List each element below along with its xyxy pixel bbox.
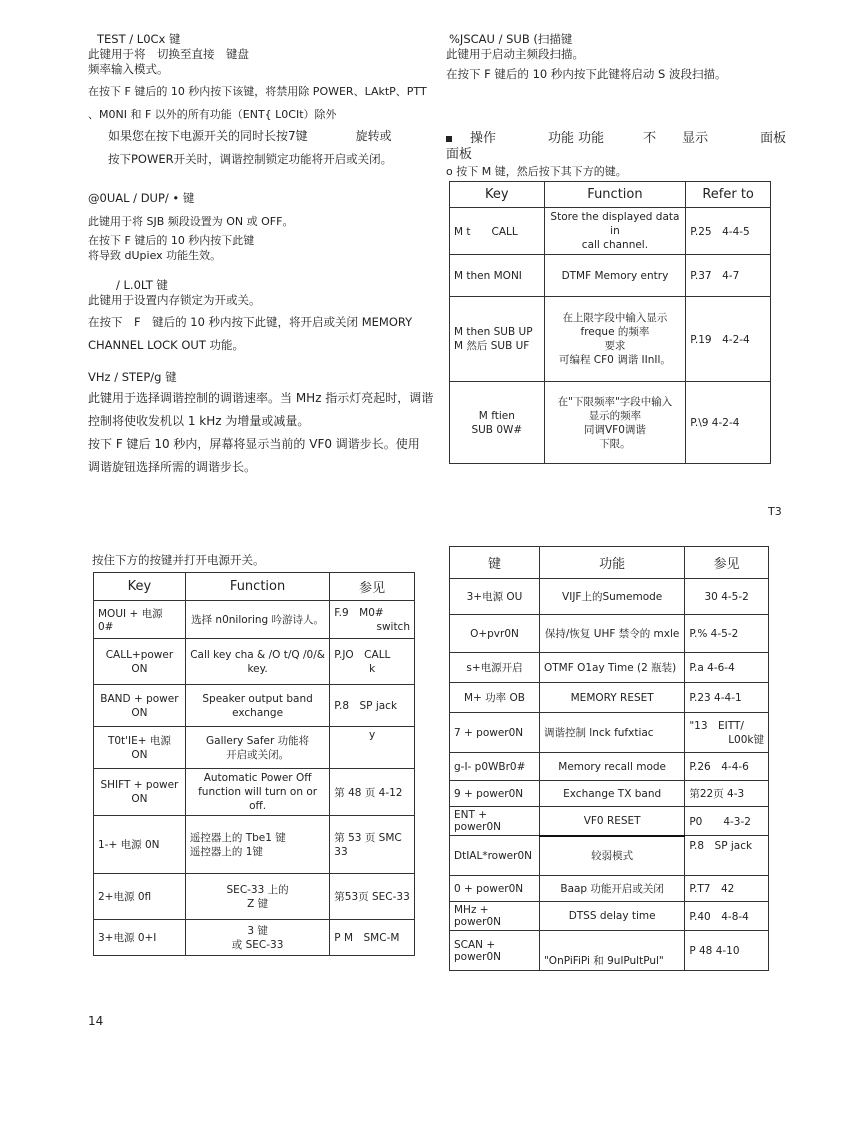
ref-cell: 第22页 4-3 xyxy=(685,781,769,807)
table-row xyxy=(450,902,769,931)
key-cell: s+电源开启 xyxy=(450,653,540,683)
table-row xyxy=(94,685,415,727)
step-key-line-4: 调谐旋钮选择所需的调谐步长。 xyxy=(88,460,257,474)
ref-cell: P.40 4-8-4 xyxy=(685,902,769,931)
power-on-key-table-right xyxy=(449,546,769,971)
dual-key-heading: @0UAL / DUP/ • 键 xyxy=(88,191,195,205)
key-cell: 0 + power0N xyxy=(450,876,540,902)
table-row xyxy=(94,727,415,769)
dual-key-line-1: 此键用于将 SJB 频段设置为 ON 或 OFF。 xyxy=(88,215,294,228)
function-cell: Baap 功能开启或关闭 xyxy=(539,876,684,902)
step-key-line-2: 控制将使收发机以 1 kHz 为增量或减量。 xyxy=(88,414,310,428)
f-para-line-2: 、M0NI 和 F 以外的所有功能（ENT{ L0CIt）除外 xyxy=(88,108,337,121)
table-row xyxy=(450,876,769,902)
key-cell: 2+电源 0fl xyxy=(94,874,186,920)
function-cell: Speaker output band exchange xyxy=(185,685,329,727)
ref-cell: P.JO CALL k xyxy=(330,639,415,685)
page-number: 14 xyxy=(88,1014,104,1028)
step-key-line-3: 按下 F 键后 10 秒内，屏幕将显示当前的 VF0 调谐步长。使用 xyxy=(88,437,420,451)
key-cell: g-I- p0WBr0# xyxy=(450,753,540,781)
function-cell: 3 键 或 SEC-33 xyxy=(185,920,329,956)
key-cell: O+pvr0N xyxy=(450,615,540,653)
table-row xyxy=(450,382,771,464)
key-cell: ENT + power0N xyxy=(450,807,540,836)
key-cell: 3+电源 0+I xyxy=(94,920,186,956)
ref-cell: 第 48 页 4-12 xyxy=(330,769,415,816)
dual-key-line-2: 在按下 F 键后的 10 秒内按下此键 xyxy=(88,234,255,247)
function-cell: Store the displayed data in call channel. xyxy=(544,208,686,255)
key-cell: T0t'IE+ 电源 ON xyxy=(94,727,186,769)
lock-key-line-3: CHANNEL LOCK OUT 功能。 xyxy=(88,338,245,352)
col-header-refer: 参见 xyxy=(685,547,769,579)
col-header-refer: Refer to xyxy=(686,182,771,208)
step-key-heading: VHz / STEP/g 键 xyxy=(88,370,177,384)
memory-function-table xyxy=(449,181,771,464)
ref-cell: P.\9 4-2-4 xyxy=(686,382,771,464)
function-cell: OTMF O1ay Time (2 瓶装) xyxy=(539,653,684,683)
col-header-function: 功能 xyxy=(539,547,684,579)
ref-cell: P M SMC-M xyxy=(330,920,415,956)
function-cell: DTSS delay time xyxy=(539,902,684,931)
table-row xyxy=(94,816,415,874)
table-row xyxy=(94,639,415,685)
col-header-key: 键 xyxy=(450,547,540,579)
section-title-text: 操作 功能 功能 不 显示 面板 xyxy=(470,131,787,146)
col-header-key: Key xyxy=(450,182,545,208)
key-cell: MHz + power0N xyxy=(450,902,540,931)
key-cell: 7 + power0N xyxy=(450,713,540,753)
key-cell: CALL+power ON xyxy=(94,639,186,685)
ref-cell: P.37 4-7 xyxy=(686,255,771,297)
instruction-text: o 按下 M 键，然后按下其下方的键。 xyxy=(446,165,627,178)
page-marker: T3 xyxy=(768,505,782,518)
ref-cell: y xyxy=(330,727,415,769)
function-cell: Call key cha & /O t/Q /0/& key. xyxy=(185,639,329,685)
function-cell: MEMORY RESET xyxy=(539,683,684,713)
power-lock-line-2: 按下POWER开关时，调谐控制锁定功能将开启或关闭。 xyxy=(108,152,393,166)
ref-cell: "13 EITT/ L00k键 xyxy=(685,713,769,753)
ref-cell: P 48 4-10 xyxy=(685,931,769,971)
key-cell: BAND + power ON xyxy=(94,685,186,727)
function-cell: Exchange TX band xyxy=(539,781,684,807)
ref-cell: P.8 SP jack xyxy=(685,836,769,876)
ref-cell: P.8 SP jack xyxy=(330,685,415,727)
col-header-function: Function xyxy=(544,182,686,208)
ref-cell: P.a 4-6-4 xyxy=(685,653,769,683)
function-cell: VIJF上的Sumemode xyxy=(539,579,684,615)
function-cell: DTMF Memory entry xyxy=(544,255,686,297)
table-row xyxy=(450,615,769,653)
lock-key-line-2: 在按下 F 键后的 10 秒内按下此键，将开启或关闭 MEMORY xyxy=(88,315,413,329)
key-cell: M+ 功率 OB xyxy=(450,683,540,713)
table-row xyxy=(450,931,769,971)
table-row xyxy=(450,579,769,615)
ref-cell: F.9 M0# switch xyxy=(330,601,415,639)
function-cell: 在"下限频率"字段中输入 显示的频率 同调VF0调谐 下限。 xyxy=(544,382,686,464)
table-row xyxy=(450,836,769,876)
key-cell: SHIFT + power ON xyxy=(94,769,186,816)
table-row xyxy=(450,255,771,297)
table-row xyxy=(94,920,415,956)
f-para-line-1: 在按下 F 键后的 10 秒内按下该键，将禁用除 POWER、LAktP、PTT xyxy=(88,85,427,98)
table-row xyxy=(94,601,415,639)
function-cell: 调谐控制 lnck fufxtiac xyxy=(539,713,684,753)
ref-cell: 第 53 页 SMC 33 xyxy=(330,816,415,874)
function-cell: 遥控器上的 Tbe1 键 遥控器上的 1键 xyxy=(185,816,329,874)
table-row xyxy=(450,653,769,683)
key-cell: SCAN + power0N xyxy=(450,931,540,971)
key-cell: M ftien SUB 0W# xyxy=(450,382,545,464)
table-row xyxy=(450,208,771,255)
ref-cell: P.T7 42 xyxy=(685,876,769,902)
key-cell: 9 + power0N xyxy=(450,781,540,807)
function-cell: Memory recall mode xyxy=(539,753,684,781)
table-row xyxy=(450,683,769,713)
lock-key-line-1: 此键用于设置内存锁定为开或关。 xyxy=(88,293,261,307)
table-row xyxy=(450,297,771,382)
ref-cell: P0 4-3-2 xyxy=(685,807,769,836)
scan-key-line-1: 此键用于启动主频段扫描。 xyxy=(446,47,584,61)
key-cell: M then SUB UP M 然后 SUB UF xyxy=(450,297,545,382)
scan-key-line-2: 在按下 F 键后的 10 秒内按下此键将启动 S 波段扫描。 xyxy=(446,67,727,81)
test-key-line-2: 频率输入模式。 xyxy=(88,62,169,76)
function-cell: 较弱模式 xyxy=(539,836,684,876)
key-cell: 1-+ 电源 0N xyxy=(94,816,186,874)
function-cell: Gallery Safer 功能将 开启或关闭。 xyxy=(185,727,329,769)
function-cell: SEC-33 上的 Z 键 xyxy=(185,874,329,920)
section-title-continued: 面板 xyxy=(446,147,473,162)
key-cell: MOUI + 电源 0# xyxy=(94,601,186,639)
key-cell: DtIAL*rower0N xyxy=(450,836,540,876)
col-header-key: Key xyxy=(94,573,186,601)
col-header-function: Function xyxy=(185,573,329,601)
power-on-key-table-left xyxy=(93,572,415,956)
function-cell: 在上限字段中输入显示 freque 的频率 要求 可编程 CF0 调谐 IInIl。 xyxy=(544,297,686,382)
lock-key-heading: / L.0LT 键 xyxy=(116,278,168,292)
function-cell: VF0 RESET xyxy=(539,807,684,836)
function-cell: 保持/恢复 UHF 禁令的 mxle xyxy=(539,615,684,653)
table2-caption: 按住下方的按键并打开电源开关。 xyxy=(92,553,265,567)
key-cell: M t CALL xyxy=(450,208,545,255)
step-key-line-1: 此键用于选择调谐控制的调谐速率。当 MHz 指示灯亮起时，调谐 xyxy=(88,391,434,405)
table-row xyxy=(450,781,769,807)
table-row xyxy=(450,753,769,781)
function-cell: Automatic Power Off function will turn on or off. xyxy=(185,769,329,816)
ref-cell: P.23 4-4-1 xyxy=(685,683,769,713)
table-row xyxy=(94,769,415,816)
ref-cell: P.26 4-4-6 xyxy=(685,753,769,781)
power-lock-line-1: 如果您在按下电源开关的同时长按7键 旋转或 xyxy=(108,129,392,143)
table-row xyxy=(450,807,769,836)
test-key-line-1: 此键用于将 切换至直接 键盘 xyxy=(88,47,249,61)
ref-cell: P.19 4-2-4 xyxy=(686,297,771,382)
test-key-heading: TEST / L0Cx 键 xyxy=(97,32,181,46)
ref-cell: P.% 4-5-2 xyxy=(685,615,769,653)
ref-cell: P.25 4-4-5 xyxy=(686,208,771,255)
function-cell: "OnPiFiPi 和 9ulPultPul" xyxy=(539,931,684,971)
dual-key-line-3: 将导致 dUpiex 功能生效。 xyxy=(88,249,222,262)
scan-key-heading: %JSCAU / SUB (扫描键 xyxy=(449,32,573,46)
key-cell: 3+电源 OU xyxy=(450,579,540,615)
col-header-refer: 参见 xyxy=(330,573,415,601)
section-title xyxy=(446,131,786,146)
table-row xyxy=(450,713,769,753)
key-cell: M then MONI xyxy=(450,255,545,297)
function-cell: 选择 n0niloring 吟游诗人。 xyxy=(185,601,329,639)
table-row xyxy=(94,874,415,920)
ref-cell: 30 4-5-2 xyxy=(685,579,769,615)
ref-cell: 第53页 SEC-33 xyxy=(330,874,415,920)
bullet-square-icon xyxy=(446,136,452,142)
